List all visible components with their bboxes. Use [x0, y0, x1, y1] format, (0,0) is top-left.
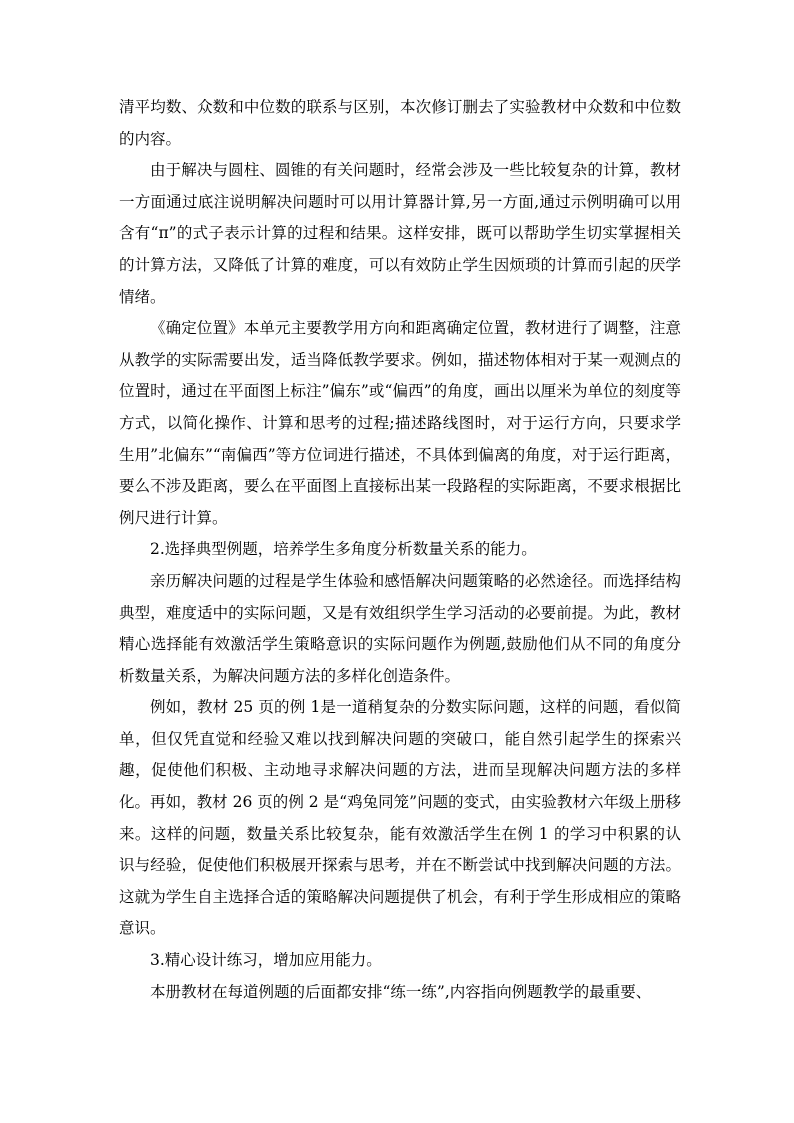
paragraph-3: 《确定位置》本单元主要教学用方向和距离确定位置，教材进行了调整，注意从教学的实际需要出发，适当降低教学要求。例如，描述物体相对于某一观测点的位置时，通过在平面图上标注”偏东”或“偏西”的角度，画出以厘米为单位的刻度等方式，以简化操作、计算和思考的过程;描述路线图时，对于运行方向，只要求学生用”北偏东”“南偏西”等方位词进行描述，不具体到偏离的角度，对于运行距离，要么不涉及距离，要么在平面图上直接标出某一段路程的实际距离，不要求根据比例尺进行计算。	[119, 319, 681, 527]
paragraph-1: 清平均数、众数和中位数的联系与区别，本次修订删去了实验教材中众数和中位数的内容。	[119, 98, 681, 148]
paragraph-6: 本册教材在每道例题的后面都安排“练一练”,内容指向例题教学的最重要、	[150, 982, 652, 1001]
paragraph-4: 亲历解决问题的过程是学生体验和感悟解决问题策略的必然途径。而选择结构典型，难度适中的实际问题，又是有效组织学生学习活动的必要前提。为此，教材精心选择能有效激活学生策略意识的实际问题作为例题,鼓励他们从不同的角度分析数量关系，为解决问题方法的多样化创造条件。	[119, 571, 681, 685]
section-heading-3: 3.精心设计练习，增加应用能力。	[150, 951, 382, 970]
section-heading-2: 2.选择典型例题，培养学生多角度分析数量关系的能力。	[150, 540, 537, 559]
document-body	[119, 92, 681, 1008]
paragraph-2: 由于解决与圆柱、圆锥的有关问题时，经常会涉及一些比较复杂的计算，教材一方面通过底注说明解决问题时可以用计算器计算,另一方面,通过示例明确可以用含有“π”的式子表示计算的过程和结果。这样安排，既可以帮助学生切实掌握相关的计算方法，又降低了计算的难度，可以有效防止学生因烦琐的计算而引起的厌学情绪。	[119, 161, 681, 306]
paragraph-5: 例如，教材 25 页的例 1是一道稍复杂的分数实际问题，这样的问题，看似简单，但仅凭直觉和经验又难以找到解决问题的突破口，能自然引起学生的探索兴趣，促使他们积极、主动地寻求解决问题的方法，进而呈现解决问题方法的多样化。再如，教材 26 页的例 2 是“鸡兔同笼”问题的变式，由实验教材六年级上册移来。这样的问题，数量关系比较复杂，能有效激活学生在例 1 的学习中积累的认识与经验，促使他们积极展开探索与思考，并在不断尝试中找到解决问题的方法。这就为学生自主选择合适的策略解决问题提供了机会，有利于学生形成相应的策略意识。	[119, 698, 681, 938]
